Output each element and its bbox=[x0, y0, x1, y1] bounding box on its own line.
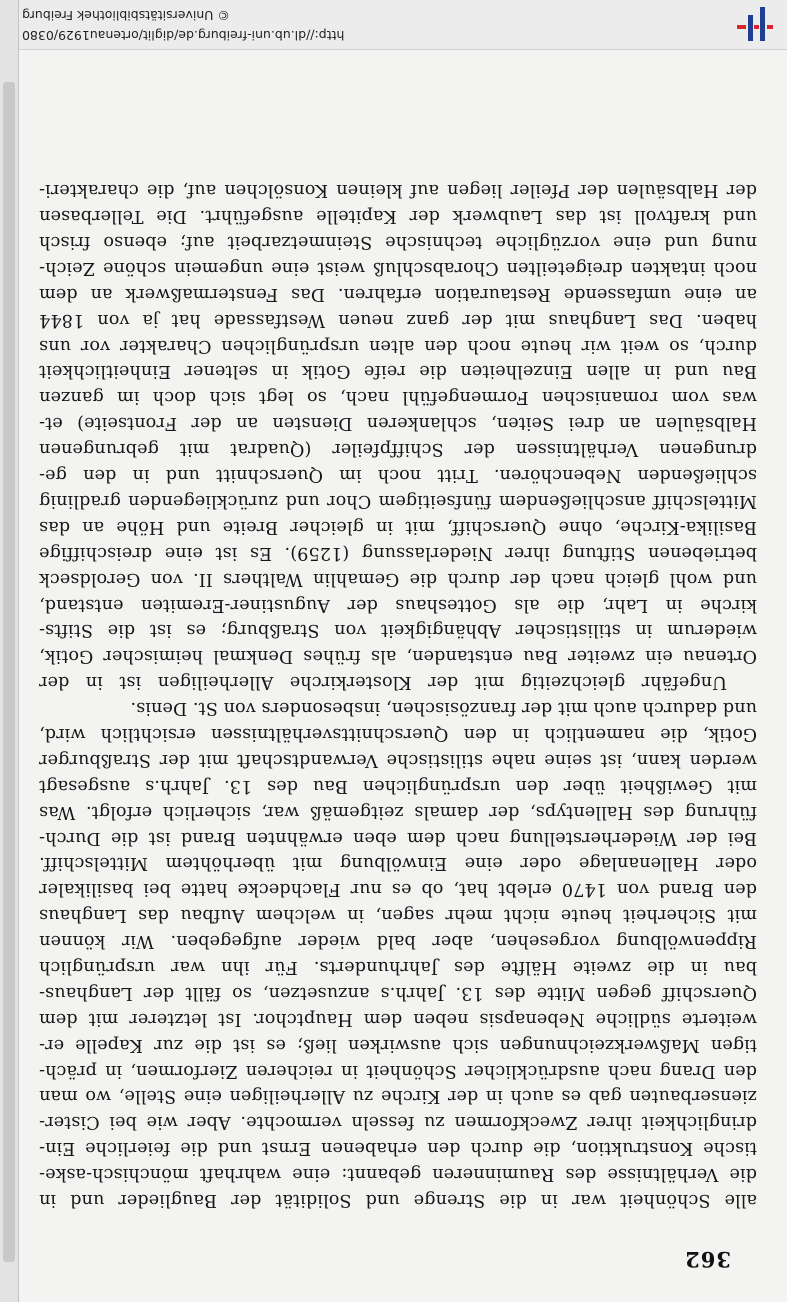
logo-blue-bar-right bbox=[748, 15, 753, 41]
text-line: werden kann, ist seine nahe stilistische Verwandtschaft mit der Straßburger bbox=[39, 749, 757, 770]
text-line: der Halbsäulen der Pfeiler liegen auf kleinen Konsölchen auf, die charakteri- bbox=[39, 180, 757, 201]
vertical-scrollbar[interactable] bbox=[0, 0, 19, 1302]
text-line: was vom romanischen Formengefühl nach, so legt sich doch im ganzen bbox=[39, 387, 757, 408]
logo-red-bar-mid bbox=[754, 25, 759, 29]
text-line: mit Sicherheit heute nicht mehr sagen, in welchem Aufbau das Langhaus bbox=[39, 905, 757, 926]
scanned-page bbox=[19, 50, 787, 1302]
logo-red-bar-top bbox=[767, 25, 773, 29]
text-line: weiterte südliche Nebenapsis neben dem Hauptchor. Ist letzterer mit dem bbox=[39, 1008, 757, 1029]
text-line: oder Hallenanlage oder eine Einwölbung mit überhöhtem Mittelschiff. bbox=[39, 853, 757, 874]
text-line: den Drang nach ausdrücklicher Schönheit in reicheren Zierformen, in präch- bbox=[39, 1060, 757, 1081]
logo-blue-bar-left bbox=[760, 7, 765, 41]
text-line: Mittelschiff anschließendem fünfseitigem Chor und zurückliegenden gradlinig bbox=[39, 490, 757, 511]
text-line: tische Konstruktion, die durch den erhabenen Ernst und die feierliche Ein- bbox=[39, 1138, 757, 1159]
text-line: drungenen Verhältnissen der Schiffpfeiler (Quadrat mit gebrungenen bbox=[39, 439, 757, 460]
text-line: den Brand von 1470 erlebt hat, ob es nur Flachdecke hatte bei basilikaler bbox=[39, 879, 757, 900]
text-line: und kraftvoll ist das Laubwerk der Kapitelle ausgeführt. Die Tellerbasen bbox=[39, 206, 757, 227]
text-line: Querschiff gegen Mitte des 13. Jahrh.s anzusetzen, so fällt der Langhaus- bbox=[39, 982, 757, 1003]
text-line: kirche in Lahr, die als Gotteshaus der Augustiner-Eremiten entstand, bbox=[39, 594, 757, 615]
text-line: mit Gewißheit über den ursprünglichen Bau des 13. Jahrh.s ausgesagt bbox=[39, 775, 757, 796]
text-line: nung und eine vorzügliche technische Steinmetzarbeit auf; ebenso frisch bbox=[39, 232, 757, 253]
text-line: und wohl gleich nach der durch die Gemahlin Walthers II. von Geroldseck bbox=[39, 568, 757, 589]
text-line: Gotik, die namentlich in den Querschnittsverhältnissen ersichtlich wird, bbox=[39, 723, 757, 744]
text-line: und dadurch auch mit der französischen, insbesonders von St. Denis. bbox=[130, 698, 757, 719]
source-url-link[interactable]: http://dl.ub.uni-freiburg.de/diglit/ortenau1929/0380 bbox=[22, 28, 345, 43]
text-line: betriebenen Stiftung ihrer Niederlassung (1259). Es ist eine dreischiffige bbox=[39, 542, 757, 563]
text-line: zienserbauten gab es auch in der Kirche zu Allerheiligen eine Stelle, wo man bbox=[39, 1086, 757, 1107]
text-line: schließenden Nebenchören. Tritt noch im Querschnitt und in den ge- bbox=[39, 465, 757, 486]
text-line: noch intakten dreigeteilten Chorabschluß weist eine ungemein schöne Zeich- bbox=[39, 257, 757, 278]
text-line: Bei der Wiederherstellung nach dem eben erwähnten Brand ist die Durch- bbox=[39, 827, 757, 848]
text-line: Ungefähr gleichzeitig mit der Klosterkirche Allerheiligen ist in der bbox=[39, 672, 727, 693]
scrollbar-thumb[interactable] bbox=[3, 82, 15, 1262]
text-line: bau in die zweite Hälfte des Jahrhunderts. Für ihn war ursprünglich bbox=[39, 956, 757, 977]
text-line: haben. Das Langhaus mit der ganz neuen Westfassade hat ja von 1844 bbox=[39, 309, 757, 330]
text-line: Ortenau ein zweiter Bau entstanden, als frühes Denkmal heimischer Gotik, bbox=[39, 646, 757, 667]
text-line: führung des Hallentyps, der damals zeitgemäß war, sicherlich erfolgt. Was bbox=[39, 801, 757, 822]
text-line: alle Schönheit war in die Strenge und Solidität der Bauglieder und in bbox=[39, 1190, 757, 1210]
university-library-logo-icon bbox=[733, 5, 773, 43]
copyright-notice: © Universitätsbibliothek Freiburg bbox=[22, 8, 230, 23]
text-line: dringlichkeit ihrer Zweckformen zu fesseln vermochte. Aber wie bei Cister- bbox=[39, 1112, 757, 1133]
text-line: Halbsäulen an drei Seiten, schlankeren Diensten an der Frontseite) et- bbox=[39, 413, 757, 434]
text-line: tigen Maßwerkzeichnungen sich auswirken ließ; es ist die zur Kapelle er- bbox=[39, 1034, 757, 1055]
text-line: Rippenwölbung vorgesehen, aber bald wieder aufgegeben. Wir können bbox=[39, 931, 757, 952]
text-line: wiederum in stilistischer Abhängigkeit von Straßburg; es ist die Stifts- bbox=[39, 620, 757, 641]
page-number: 362 bbox=[684, 1247, 731, 1272]
body-text bbox=[39, 176, 757, 1212]
text-line: die Verhältnisse des Rauminneren gebannt: eine wahrhaft mönchisch-aske- bbox=[39, 1164, 757, 1185]
text-line: an eine umfassende Restauration erfahren. Das Fenstermaßwerk an dem bbox=[39, 283, 757, 304]
footer-bar bbox=[19, 0, 787, 50]
text-line: Bau und in allen Einzelheiten die reife Gotik in seltener Einheitlichkeit bbox=[39, 361, 757, 382]
text-line: durch, so weit wir heute noch den alten ursprünglichen Charakter vor uns bbox=[39, 335, 757, 356]
logo-red-bar-right bbox=[737, 25, 746, 29]
text-line: Basilika-Kirche, ohne Querschiff, mit in gleicher Breite und Höhe an das bbox=[39, 516, 757, 537]
